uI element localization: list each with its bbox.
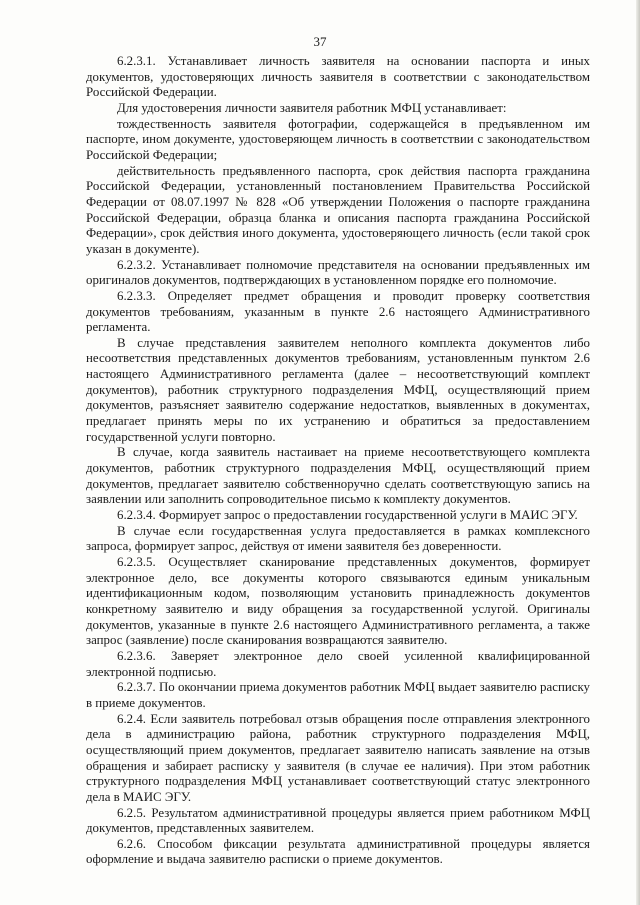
document-body <box>86 54 590 868</box>
paragraph: В случае представления заявителем неполного комплекта документов либо несоответствия представленных документов требованиям, установленным пунктом 2.6 настоящего Административного регламента (далее – несоответствующий комплект документов), работник структурного подразделения МФЦ, осуществляющий прием документов, разъясняет заявителю содержание недостатков, выявленных в документах, предлагает принять меры по их устранению и обратиться за предоставлением государственной услуги повторно. <box>86 335 590 444</box>
page-number: 37 <box>313 34 327 49</box>
paragraph: Для удостоверения личности заявителя работник МФЦ устанавливает: <box>117 100 507 115</box>
paragraph: 6.2.3.4. Формирует запрос о предоставлении государственной услуги в МАИС ЭГУ. <box>117 508 578 523</box>
paragraph: 6.2.4. Если заявитель потребовал отзыв обращения после отправления электронного дела в администрацию района, работник структурного подразделения МФЦ, осуществляющий прием документов, предлагает заявителю написать заявление на отзыв обращения и забирает расписку у заявителя (в случае ее наличия). При этом работник структурного подразделения МФЦ устанавливает соответствующий статус электронного дела в МАИС ЭГУ. <box>86 711 590 804</box>
paragraph: 6.2.5. Результатом административной процедуры является прием работником МФЦ документов, представленных заявителем. <box>86 805 590 836</box>
paragraph: 6.2.3.1. Устанавливает личность заявителя на основании паспорта и иных документов, удостоверяющих личность заявителя в соответствии с законодательством Российской Федерации. <box>86 54 590 100</box>
paragraph: В случае, когда заявитель настаивает на приеме несоответствующего комплекта документов, работник структурного подразделения МФЦ, осуществляющий прием документов, предлагает заявителю собственноручно сделать соответствующую запись на заявлении или заполнить сопроводительное письмо к комплекту документов. <box>86 445 590 507</box>
paragraph: 6.2.3.6. Заверяет электронное дело своей усиленной квалифицированной электронной подписью. <box>86 648 590 679</box>
paragraph: тождественность заявителя фотографии, содержащейся в предъявленном им паспорте, ином документе, удостоверяющем личность в соответствии с законодательством Российской Федерации; <box>86 116 590 162</box>
paragraph: 6.2.3.7. По окончании приема документов работник МФЦ выдает заявителю расписку в приеме документов. <box>86 680 590 710</box>
paragraph: 6.2.6. Способом фиксации результата административной процедуры является оформление и выдача заявителю расписки о приеме документов. <box>86 836 590 867</box>
paragraph: действительность предъявленного паспорта, срок действия паспорта гражданина Российской Федерации, установленный постановлением Правительства Российской Федерации от 08.07.1997 № 828 «Об утверждении Положения о паспорте гражданина Российской Федерации, образца бланка и описания паспорта гражданина Российской Федерации», срок действия иного документа, удостоверяющего личность (если такой срок указан в документе). <box>86 163 590 256</box>
paragraph: 6.2.3.3. Определяет предмет обращения и проводит проверку соответствия документов требованиям, указанным в пункте 2.6 настоящего Административного регламента. <box>86 288 590 335</box>
paragraph: В случае если государственная услуга предоставляется в рамках комплексного запроса, формирует запрос, действуя от имени заявителя без доверенности. <box>86 523 590 554</box>
paragraph: 6.2.3.2. Устанавливает полномочие представителя на основании предъявленных им оригиналов документов, подтверждающих в установленном порядке его полномочие. <box>86 257 590 288</box>
paragraph: 6.2.3.5. Осуществляет сканирование представленных документов, формирует электронное дело, все документы которого связываются единым уникальным идентификационным кодом, позволяющим установить принадлежность документов конкретному заявителю и виду обращения за государственной услугой. Оригиналы документов, указанные в пункте 2.6 настоящего Административного регламента, а также запрос (заявление) после сканирования возвращаются заявителю. <box>86 555 590 648</box>
page-edge-shadow <box>636 0 640 905</box>
